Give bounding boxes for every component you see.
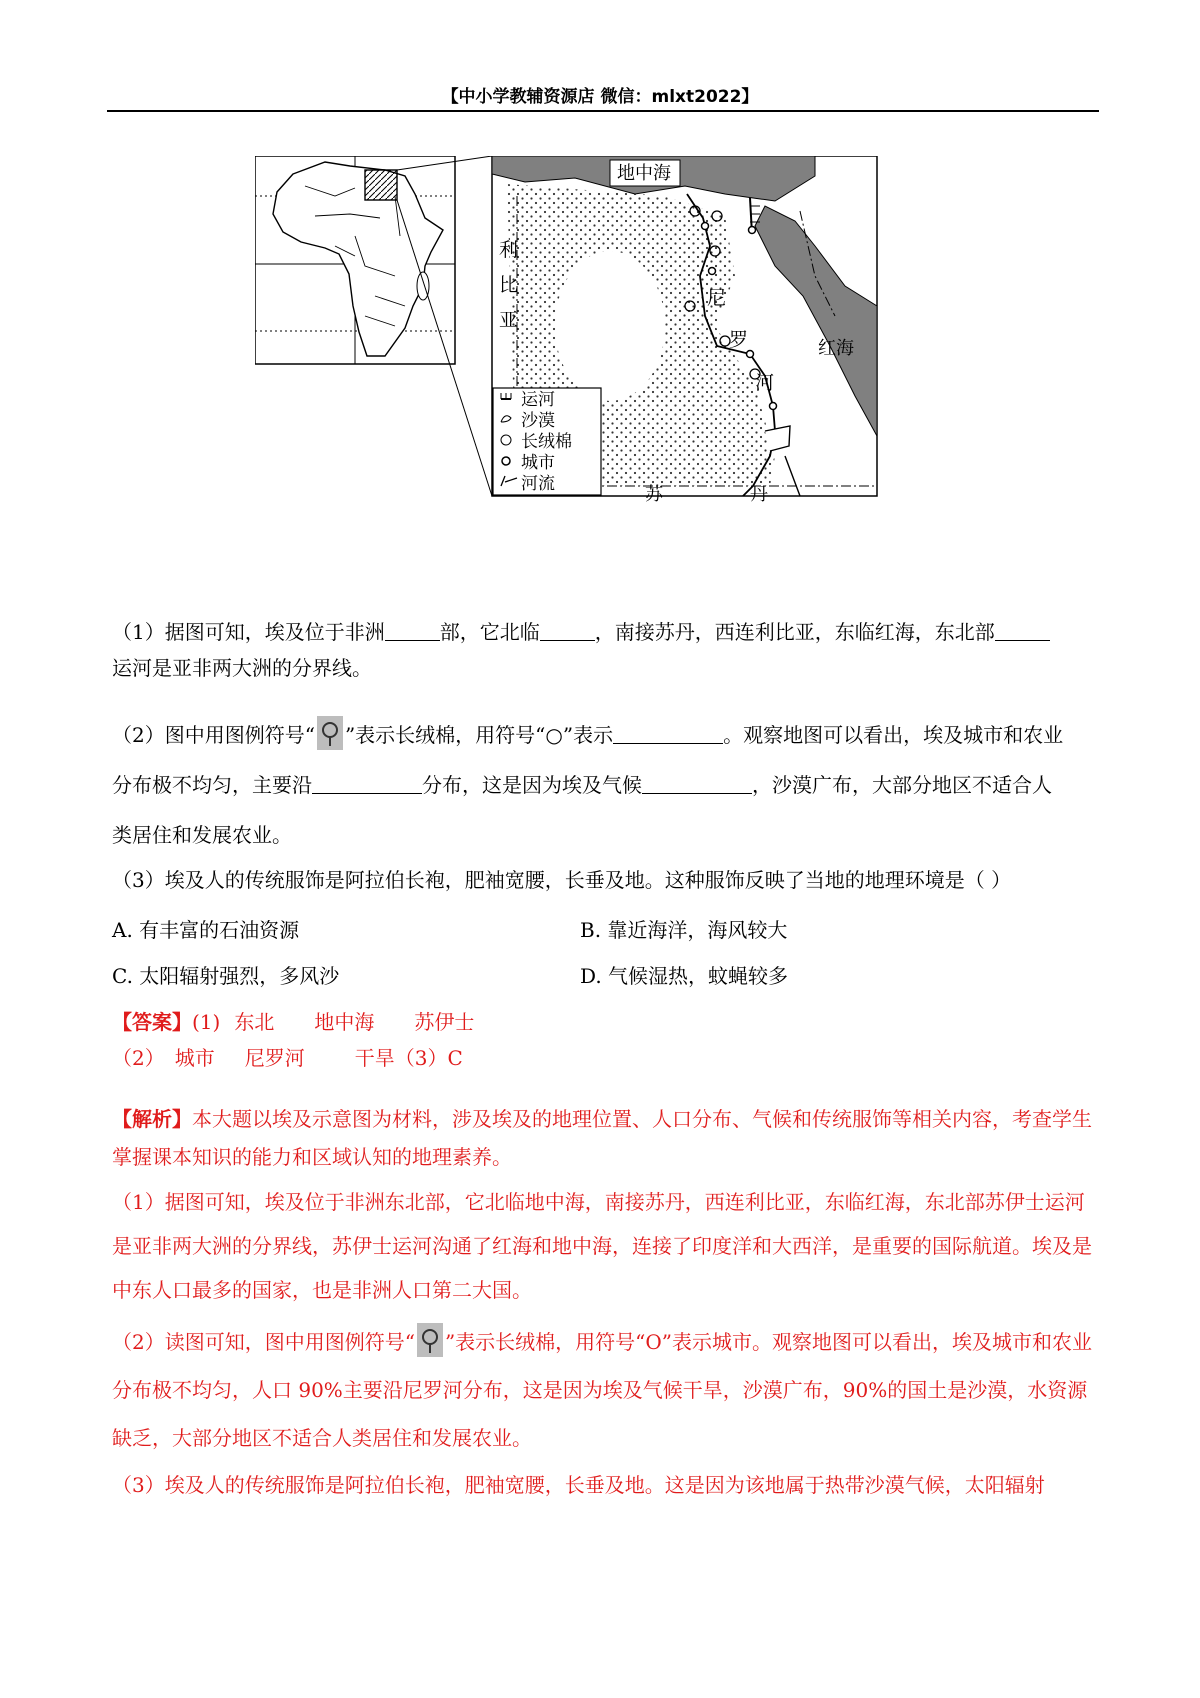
label-nile-2: 罗 (729, 329, 749, 351)
q2-text-3: 。观察地图可以看出，埃及城市和农业 (723, 723, 1064, 747)
egypt-map-figure (255, 156, 965, 546)
analysis-tag: 【解析】 (112, 1107, 192, 1131)
cotton-icon (417, 1323, 443, 1357)
question-3 (112, 862, 1097, 898)
question-1 (112, 614, 1097, 686)
option-b[interactable]: B. 靠近海洋，海风较大 (580, 918, 788, 942)
africa-inset-map (255, 156, 455, 364)
q2-text-2: ”表示长绒棉，用符号“○”表示 (344, 723, 614, 747)
page-header: 【中小学教辅资源店 微信：mlxt2022】 (441, 87, 759, 107)
q1-blank-3[interactable] (995, 620, 1050, 641)
q1-text-2: 部，它北临 (439, 620, 540, 644)
label-libya-1: 利 (499, 239, 519, 261)
label-nile-1: 尼 (707, 287, 727, 309)
label-sudan-1: 苏 (645, 484, 663, 505)
answer-1-a: 东北 (234, 1010, 275, 1034)
answer-2-c: 干旱（3）C (354, 1046, 463, 1070)
q1-text-4: 运河是亚非两大洲的分界线。 (112, 656, 372, 680)
option-a[interactable]: A. 有丰富的石油资源 (112, 918, 300, 942)
q1-blank-2[interactable] (540, 620, 595, 641)
q1-text-1: （1）据图可知，埃及位于非洲 (112, 620, 385, 644)
q2-text-6: ，沙漠广布，大部分地区不适合人 (752, 773, 1052, 797)
option-d[interactable]: D. 气候湿热，蚊蝇较多 (580, 964, 789, 988)
analysis-part-3: （3）埃及人的传统服饰是阿拉伯长袍，肥袖宽腰，长垂及地。这是因为该地属于热带沙漠气候，太阳辐射 (112, 1473, 1045, 1497)
answer-2-a: 城市 (174, 1046, 215, 1070)
answer-2-b: 尼罗河 (244, 1046, 305, 1070)
label-libya-3: 亚 (499, 309, 519, 331)
question-2 (112, 710, 1097, 860)
label-nile-3: 河 (755, 372, 775, 394)
q2-blank-2[interactable] (312, 773, 422, 794)
answer-1-c: 苏伊士 (414, 1010, 475, 1034)
answer-1-num: (1) (192, 1010, 221, 1034)
answer-tag: 【答案】 (112, 1010, 192, 1034)
answer-1-b: 地中海 (314, 1010, 375, 1034)
legend-city: 城市 (521, 453, 555, 473)
egypt-detail-map (492, 156, 877, 505)
q2-text-7: 类居住和发展农业。 (112, 823, 292, 847)
q2-text-4: 分布极不均匀，主要沿 (112, 773, 312, 797)
label-libya-2: 比 (499, 274, 519, 296)
legend-desert: 沙漠 (521, 411, 555, 431)
analysis-part-2b: ”表示长绒棉，用符号“O”表示城市。观察地图可以看出，埃及城市和农业分布极不均匀，人口 90%主要沿尼罗河分布，这是因为埃及气候干旱，沙漠广布，90%的国土是沙漠，水资源缺乏，大部分地区不适合人类居住和发展农业。 (112, 1330, 1093, 1450)
q3-options-row-2 (112, 960, 1097, 990)
city-icon (502, 457, 510, 465)
legend-cotton: 长绒棉 (521, 432, 572, 452)
q1-blank-1[interactable] (385, 620, 440, 641)
answer-2-num: （2） (112, 1046, 165, 1070)
q2-text-5: 分布，这是因为埃及气候 (422, 773, 642, 797)
label-mediterranean: 地中海 (617, 163, 671, 184)
cotton-icon (317, 716, 343, 750)
q2-blank-3[interactable] (642, 773, 752, 794)
analysis-part-1: （1）据图可知，埃及位于非洲东北部，它北临地中海，南接苏丹，西连利比亚，东临红海，东北部苏伊士运河是亚非两大洲的分界线，苏伊士运河沟通了红海和地中海，连接了印度洋和大西洋，是重要的国际航道。埃及是中东人口最多的国家，也是非洲人口第二大国。 (112, 1190, 1092, 1302)
q2-text-1: （2）图中用图例符号“ (112, 723, 315, 747)
label-red-sea: 红海 (818, 338, 854, 359)
analysis-part-2a: （2）读图可知，图中用图例符号“ (112, 1330, 415, 1354)
label-sudan-2: 丹 (750, 484, 768, 505)
q2-blank-1[interactable] (613, 723, 723, 744)
analysis-section (112, 1100, 1097, 1504)
q3-options-row-1 (112, 914, 1097, 944)
legend-canal: 运河 (521, 390, 555, 410)
analysis-intro: 本大题以埃及示意图为材料，涉及埃及的地理位置、人口分布、气候和传统服饰等相关内容，考查学生掌握课本知识的能力和区域认知的地理素养。 (112, 1107, 1092, 1169)
q1-text-3: ，南接苏丹，西连利比亚，东临红海，东北部 (594, 620, 995, 644)
q3-stem: （3）埃及人的传统服饰是阿拉伯长袍，肥袖宽腰，长垂及地。这种服饰反映了当地的地理环境是（ ） (112, 868, 1012, 892)
header-divider (107, 110, 1099, 112)
legend-river: 河流 (521, 474, 555, 494)
option-c[interactable]: C. 太阳辐射强烈，多风沙 (112, 964, 340, 988)
answer-section (112, 1004, 1097, 1076)
